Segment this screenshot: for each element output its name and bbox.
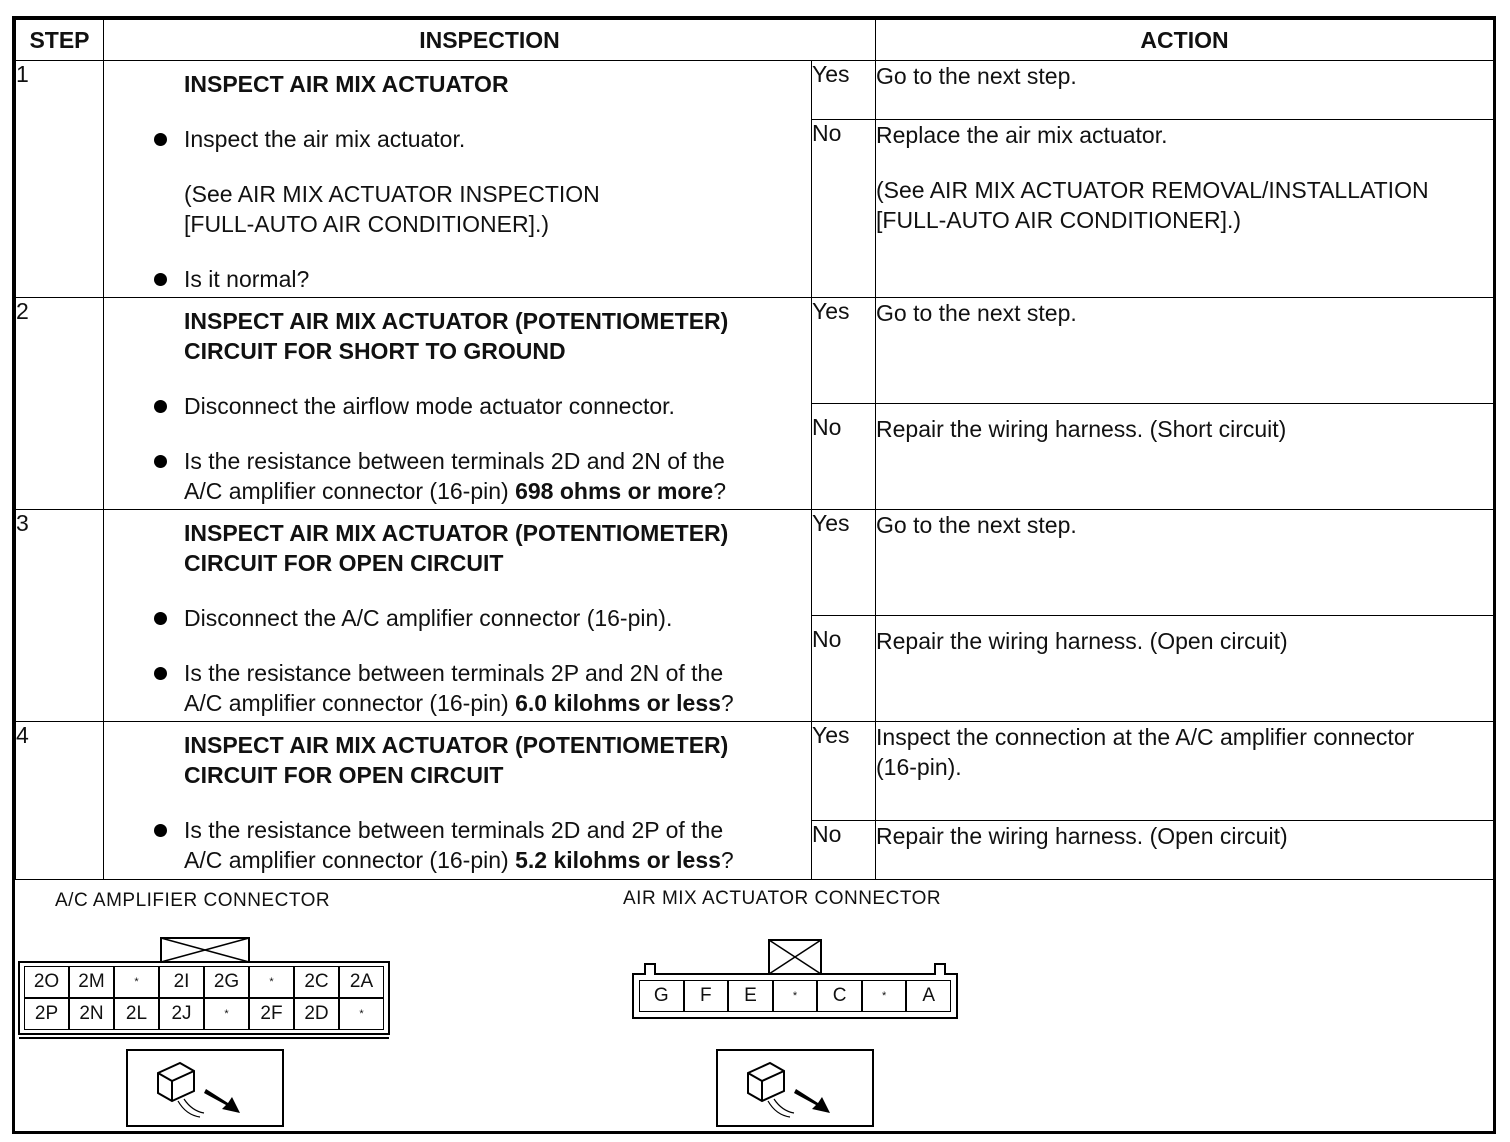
reference-text: [FULL-AUTO AIR CONDITIONER].) — [184, 211, 550, 237]
bullet-item-cont — [184, 688, 783, 718]
spec-value: 6.0 kilohms or less — [515, 690, 721, 716]
air-mix-pin-grid — [639, 980, 951, 1012]
step-title: CIRCUIT FOR OPEN CIRCUIT — [184, 550, 504, 576]
bullet-item: Disconnect the A/C amplifier connector (16-pin). — [184, 603, 783, 633]
header-step: STEP — [16, 20, 104, 61]
step-number: 1 — [16, 61, 104, 298]
connector-pin: 2I — [159, 966, 204, 998]
step-number: 3 — [16, 510, 104, 722]
bullet-item: Is the resistance between terminals 2D and 2P of the — [184, 815, 783, 845]
yes-action: Go to the next step. — [876, 510, 1494, 616]
spec-value: 698 ohms or more — [515, 478, 714, 504]
table-row — [16, 510, 1494, 616]
connector-pin: C — [817, 980, 862, 1012]
spec-value: 5.2 kilohms or less — [515, 847, 721, 873]
connector-pin: 2C — [294, 966, 339, 998]
connector-pin: * — [204, 998, 249, 1030]
reference-text: (See AIR MIX ACTUATOR INSPECTION — [184, 181, 600, 207]
no-action — [876, 120, 1494, 298]
connector-pin: 2D — [294, 998, 339, 1030]
step-number: 4 — [16, 722, 104, 880]
yes-label: Yes — [812, 61, 876, 120]
no-action: Repair the wiring harness. (Open circuit) — [876, 616, 1494, 722]
bullet-item: Is the resistance between terminals 2P and 2N of the — [184, 658, 783, 688]
connector-diagrams — [15, 879, 1493, 1134]
inspection-cell — [104, 61, 812, 298]
connector-pin: 2F — [249, 998, 294, 1030]
yes-action: Go to the next step. — [876, 61, 1494, 120]
connector-pin: 2G — [204, 966, 249, 998]
connector-locator-icon — [128, 1051, 282, 1125]
bullet-item: Is it normal? — [184, 264, 783, 294]
step-number: 2 — [16, 298, 104, 510]
text: A/C amplifier connector (16-pin) — [184, 847, 516, 873]
connector-locator-icon — [718, 1051, 872, 1125]
air-mix-locator-box — [716, 1049, 874, 1127]
connector-pin: 2M — [69, 966, 114, 998]
no-action: Repair the wiring harness. (Open circuit) — [876, 821, 1494, 880]
no-label: No — [812, 120, 876, 298]
header-action: ACTION — [876, 20, 1494, 61]
no-label: No — [812, 821, 876, 880]
connector-pin: 2J — [159, 998, 204, 1030]
step-title: CIRCUIT FOR SHORT TO GROUND — [184, 338, 566, 364]
reference-text: [FULL-AUTO AIR CONDITIONER].) — [876, 207, 1242, 233]
yes-action-text: (16-pin). — [876, 754, 962, 780]
ac-amplifier-pin-grid — [24, 966, 384, 1030]
connector-pin: E — [728, 980, 773, 1012]
connector-pin: A — [906, 980, 951, 1012]
connector-pin: * — [339, 998, 384, 1030]
air-mix-actuator-connector-label: AIR MIX ACTUATOR CONNECTOR — [623, 888, 942, 909]
text: A/C amplifier connector (16-pin) — [184, 690, 516, 716]
text: A/C amplifier connector (16-pin) — [184, 478, 516, 504]
table-header-row — [16, 20, 1494, 61]
connector-pin: * — [773, 980, 818, 1012]
bullet-item: Is the resistance between terminals 2D and 2N of the — [184, 446, 783, 476]
ac-amplifier-connector-label: A/C AMPLIFIER CONNECTOR — [55, 890, 331, 911]
bullet-item-cont — [184, 845, 783, 875]
no-action: Repair the wiring harness. (Short circuit) — [876, 404, 1494, 510]
text: ? — [713, 478, 727, 504]
yes-label: Yes — [812, 298, 876, 404]
connector-pin: * — [862, 980, 907, 1012]
no-label: No — [812, 404, 876, 510]
connector-pin: * — [114, 966, 159, 998]
bullet-item: Inspect the air mix actuator. — [184, 124, 783, 154]
bullet-item: Disconnect the airflow mode actuator connector. — [184, 391, 783, 421]
text: ? — [720, 847, 734, 873]
yes-label: Yes — [812, 510, 876, 616]
ac-amplifier-locator-box — [126, 1049, 284, 1127]
text: ? — [720, 690, 734, 716]
step-title: INSPECT AIR MIX ACTUATOR (POTENTIOMETER) — [184, 732, 729, 758]
step-title: CIRCUIT FOR OPEN CIRCUIT — [184, 762, 504, 788]
inspection-cell — [104, 298, 812, 510]
yes-label: Yes — [812, 722, 876, 821]
connector-pin: 2A — [339, 966, 384, 998]
troubleshooting-table — [15, 19, 1494, 880]
no-action-text: Replace the air mix actuator. — [876, 122, 1168, 148]
table-row — [16, 298, 1494, 404]
table-row — [16, 722, 1494, 821]
connector-pin: * — [249, 966, 294, 998]
document-frame — [12, 16, 1496, 1134]
yes-action — [876, 722, 1494, 821]
table-row — [16, 61, 1494, 120]
step-title: INSPECT AIR MIX ACTUATOR (POTENTIOMETER) — [184, 308, 729, 334]
inspection-cell — [104, 722, 812, 880]
yes-action: Go to the next step. — [876, 298, 1494, 404]
connector-pin: 2L — [114, 998, 159, 1030]
connector-pin: 2O — [24, 966, 69, 998]
connector-pin: F — [684, 980, 729, 1012]
reference-text: (See AIR MIX ACTUATOR REMOVAL/INSTALLATION — [876, 177, 1429, 203]
connector-pin: 2N — [69, 998, 114, 1030]
step-title: INSPECT AIR MIX ACTUATOR — [184, 71, 509, 97]
connector-pin: G — [639, 980, 684, 1012]
yes-action-text: Inspect the connection at the A/C amplifier connector — [876, 724, 1415, 750]
step-title: INSPECT AIR MIX ACTUATOR (POTENTIOMETER) — [184, 520, 729, 546]
connector-pin: 2P — [24, 998, 69, 1030]
no-label: No — [812, 616, 876, 722]
inspection-cell — [104, 510, 812, 722]
bullet-item-cont — [184, 476, 783, 506]
header-inspection: INSPECTION — [104, 20, 876, 61]
